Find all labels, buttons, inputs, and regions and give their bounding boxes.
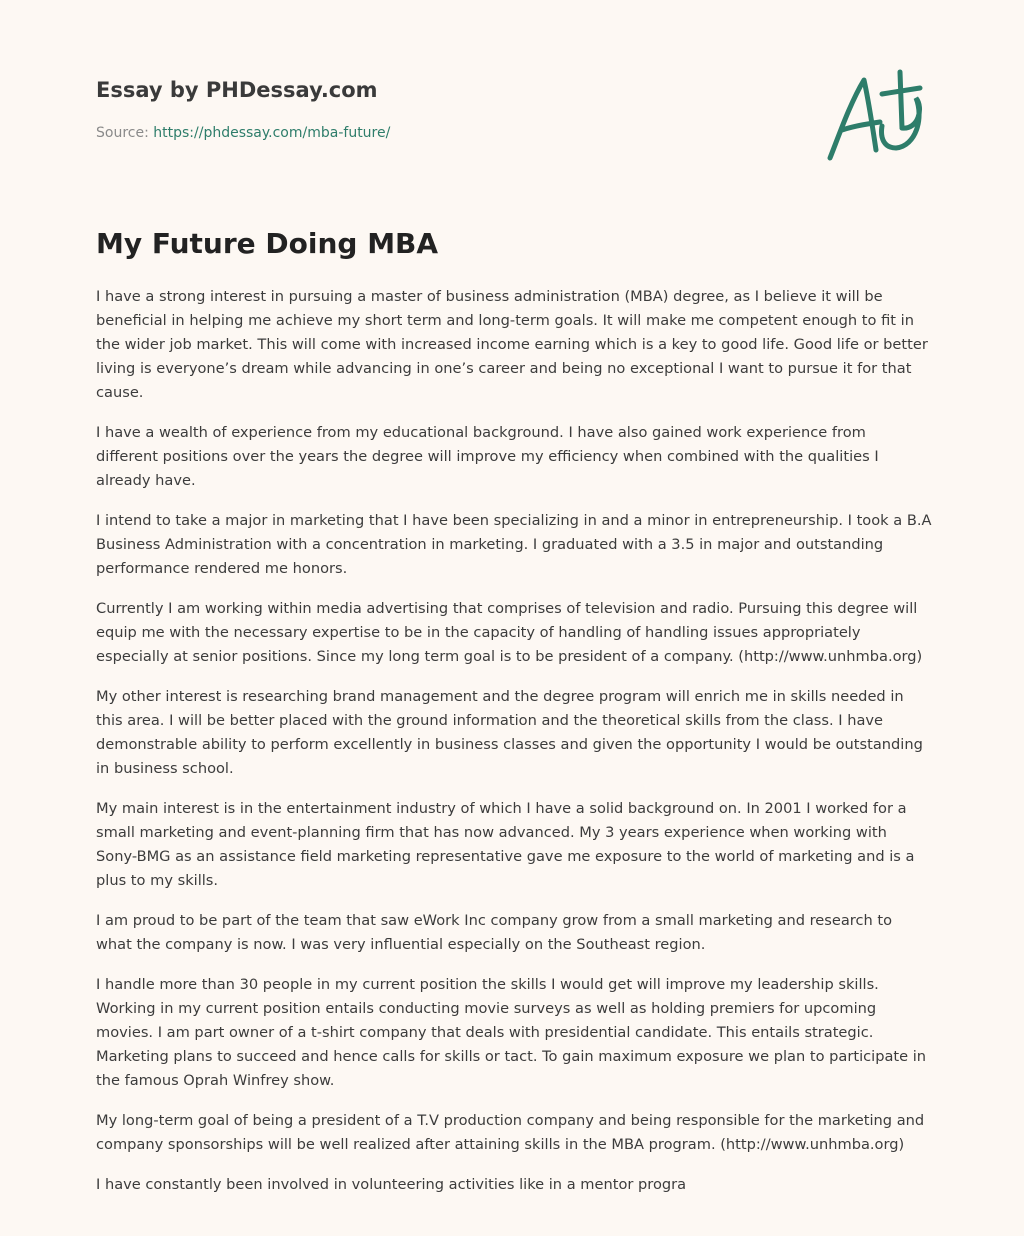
essay-paragraph: My main interest is in the entertainment industry of which I have a solid background on. In 2001 I worked for a small marketing and event-planning firm that has now advanced. My 3 years experience when working with Sony-BMG as an assistance field marketing representative gave me exposure to the world of marketing and is a plus to my skills.: [96, 800, 915, 889]
essay-paragraph: Currently I am working within media advertising that comprises of television and radio. Pursuing this degree will equip me with the necessary expertise to be in the capacity of handling of handling issues appropriately especially at senior positions. Since my long term goal is to be president of a company. (http://www.unhmba.org): [96, 600, 923, 665]
site-title: Essay by PHDessay.com: [96, 78, 378, 102]
source-label: Source:: [96, 125, 149, 141]
essay-paragraph: I have a strong interest in pursuing a master of business administration (MBA) degree, as I believe it will be beneficial in helping me achieve my short term and long-term goals. It will make me competent enough to fit in the wider job market. This will come with increased income earning which is a key to good life. Good life or better living is everyone’s dream while advancing in one’s career and being no exceptional I want to pursue it for that cause.: [96, 288, 928, 401]
source-line: [96, 124, 390, 142]
essay-body: [96, 285, 932, 1213]
essay-paragraph: I have constantly been involved in volunteering activities like in a mentor progra: [96, 1176, 687, 1193]
essay-paragraph: I handle more than 30 people in my current position the skills I would get will improve my leadership skills. Working in my current position entails conducting movie surveys as well as holding premiers for upcoming movies. I am part owner of a t-shirt company that deals with presidential candidate. This entails strategic. Marketing plans to succeed and hence calls for skills or tact. To gain maximum exposure we plan to participate in the famous Oprah Winfrey show.: [96, 976, 927, 1089]
essay-paragraph: I have a wealth of experience from my educational background. I have also gained work experience from different positions over the years the degree will improve my efficiency when combined with the qualities I already have.: [96, 424, 879, 489]
essay-title: My Future Doing MBA: [96, 227, 439, 260]
source-link[interactable]: https://phdessay.com/mba-future/: [153, 125, 391, 141]
essay-paragraph: My long-term goal of being a president of a T.V production company and being responsible for the marketing and company sponsorships will be well realized after attaining skills in the MBA program. (http://www.unhmba.org): [96, 1112, 925, 1153]
a-plus-logo-icon: [820, 68, 930, 166]
essay-paragraph: My other interest is researching brand management and the degree program will enrich me in skills needed in this area. I will be better placed with the ground information and the theoretical skills from the class. I have demonstrable ability to perform excellently in business classes and given the opportunity I would be outstanding in business school.: [96, 688, 923, 777]
essay-paragraph: I am proud to be part of the team that saw eWork Inc company grow from a small marketing and research to what the company is now. I was very influential especially on the Southeast region.: [96, 912, 893, 953]
essay-paragraph: I intend to take a major in marketing that I have been specializing in and a minor in entrepreneurship. I took a B.A Business Administration with a concentration in marketing. I graduated with a 3.5 in major and outstanding performance rendered me honors.: [96, 512, 932, 577]
